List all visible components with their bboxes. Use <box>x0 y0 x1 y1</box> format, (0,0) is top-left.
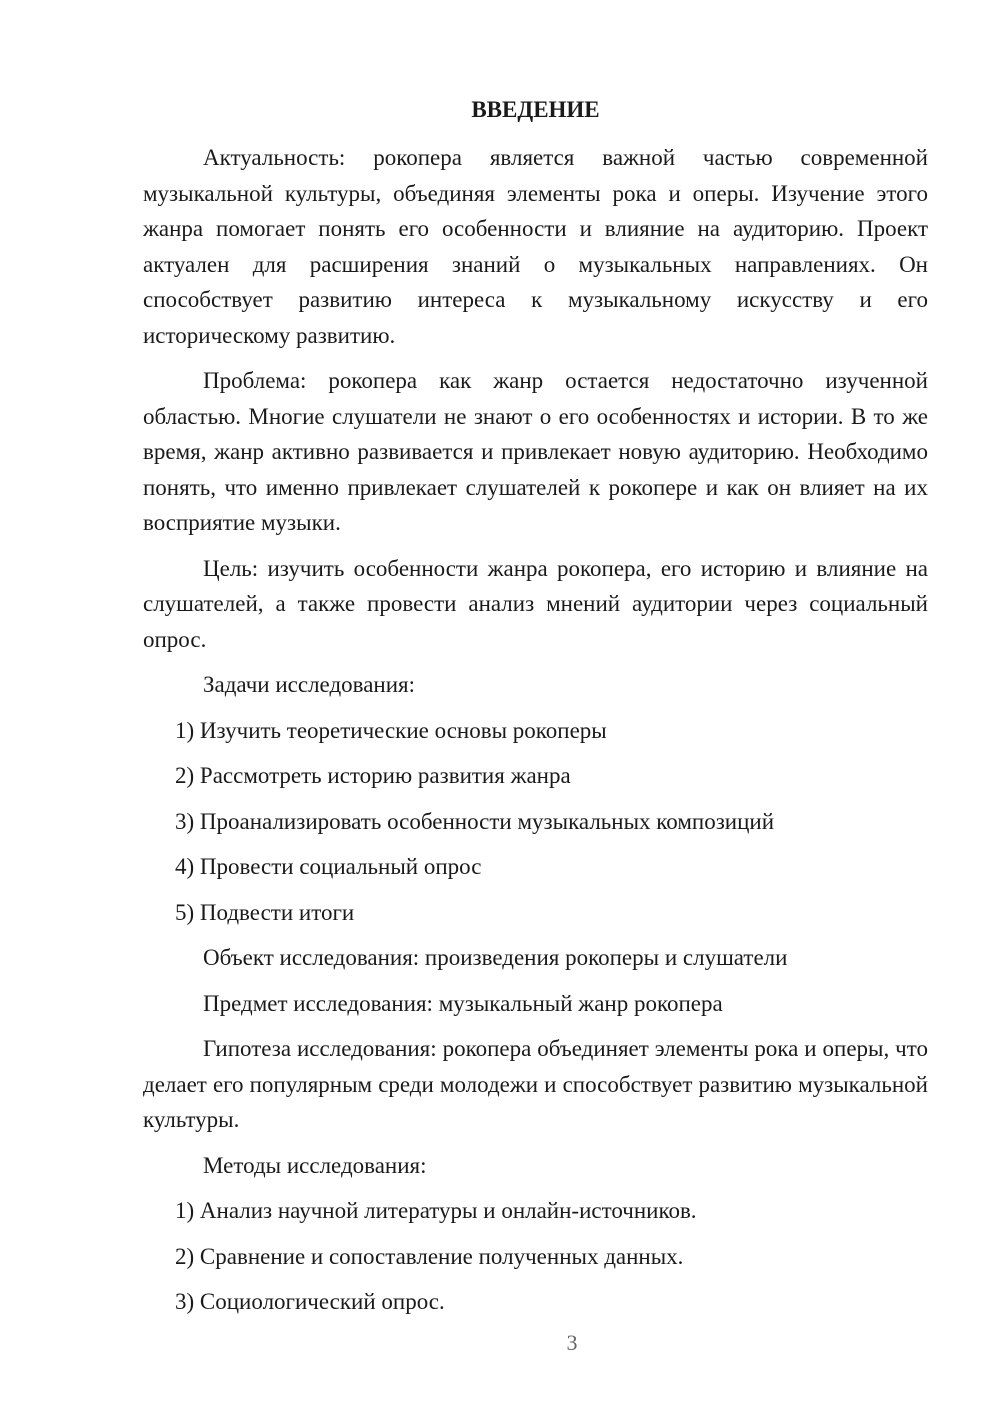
page-content <box>143 92 928 1330</box>
problem-paragraph: Проблема: рокопера как жанр остается недостаточно изученной областью. Многие слушатели не знают о его особенностях и истории. В то же время, жанр активно развивается и привлекает новую аудиторию. Необходимо понять, что именно привлекает слушателей к рокопере и как он влияет на их восприятие музыки. <box>143 368 928 535</box>
section-heading: ВВЕДЕНИЕ <box>471 97 600 122</box>
task-item: 2) Рассмотреть историю развития жанра <box>175 763 571 788</box>
method-item: 2) Сравнение и сопоставление полученных данных. <box>175 1243 684 1269</box>
task-item: 4) Провести социальный опрос <box>175 854 482 879</box>
task-item: 1) Изучить теоретические основы рокоперы <box>175 717 607 743</box>
task-item: 3) Проанализировать особенности музыкальных композиций <box>175 808 775 834</box>
methods-label: Методы исследования: <box>203 1152 427 1178</box>
object-line: Объект исследования: произведения рокоперы и слушатели <box>203 945 788 970</box>
hypothesis-paragraph: Гипотеза исследования: рокопера объединяет элементы рока и оперы, что делает его популярным среди молодежи и способствует развитию музыкальной культуры. <box>143 1036 928 1132</box>
page-number: 3 <box>566 1330 578 1355</box>
subject-line: Предмет исследования: музыкальный жанр рокопера <box>203 990 723 1016</box>
task-item: 5) Подвести итоги <box>175 899 355 925</box>
goal-paragraph: Цель: изучить особенности жанра рокопера, его историю и влияние на слушателей, а также провести анализ мнений аудитории через социальный опрос. <box>143 555 928 652</box>
methods-list <box>143 1193 928 1320</box>
relevance-paragraph: Актуальность: рокопера является важной частью современной музыкальной культуры, объединяя элементы рока и оперы. Изучение этого жанра помогает понять его особенности и влияние на аудиторию. Проект актуален для расширения знаний о музыкальных направлениях. Он способствует развитию интереса к музыкальному искусству и его историческому развитию. <box>143 145 928 348</box>
tasks-list <box>143 713 928 931</box>
method-item: 1) Анализ научной литературы и онлайн-источников. <box>175 1198 697 1223</box>
method-item: 3) Социологический опрос. <box>175 1289 445 1314</box>
tasks-label: Задачи исследования: <box>203 672 416 697</box>
